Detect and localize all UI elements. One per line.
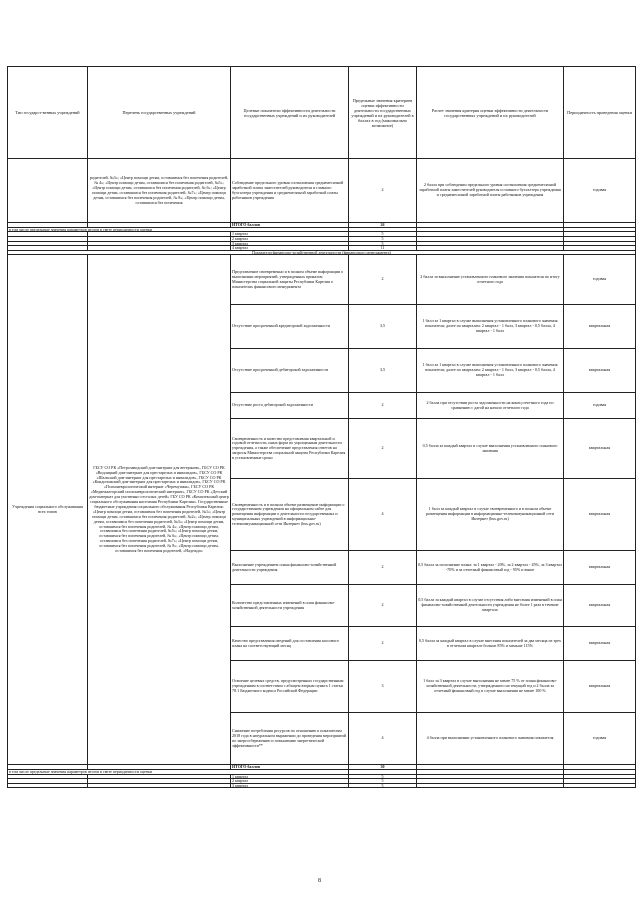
quarter-value: 11 <box>349 246 417 251</box>
indicator-cell: Представление своевременно и в полном объеме информации о выполнении мероприятий, утвержденных приказом Министерства социальной защиты Республики Карелия о показателях финансового менеджмента <box>231 255 349 305</box>
indicator-cell: Количество представленных изменений в план финансово-хозяйственной деятельности учреждения <box>231 585 349 627</box>
period-cell: квартальная <box>564 349 636 393</box>
period-cell: квартальная <box>564 661 636 713</box>
total-label: ИТОГО баллов <box>231 223 349 228</box>
max-cell: 2 <box>349 585 417 627</box>
quarter-label: 3 квартал <box>231 241 349 246</box>
header-row <box>8 67 636 159</box>
max-cell: 2 <box>349 159 417 223</box>
max-cell: 2 <box>349 419 417 479</box>
total-label: ИТОГО баллов <box>231 765 349 770</box>
header-type: Тип государст-венных учреждений <box>8 67 88 159</box>
period-cell: годовая <box>564 713 636 765</box>
period-cell: квартальная <box>564 305 636 349</box>
indicator-cell: Отсутствие просроченной кредиторской задолженности <box>231 305 349 349</box>
quarters-caption: в том числе предельные значения параметров итогов в свете периодичности оценки <box>8 227 349 232</box>
calc-cell: 0,5 балла за каждый квартал в случае отсутствия либо внесения изменений в план финансово-хозяйственной деятельности учреждения не более 1 раза в течение квартала <box>417 585 564 627</box>
calc-cell: 2 балла при отсутствии роста задолженности на конец отчетного года по сравнению с датой на начало отчетного года <box>417 393 564 419</box>
total-value: 26 <box>349 223 417 228</box>
quarter-value: 5 <box>349 779 417 784</box>
header-indicators: Целевые показатели эффективности деятельности государственных учреждений и их руководителей <box>231 67 349 159</box>
calc-cell: 4 балла при выполнении установленного планового значения показателя <box>417 713 564 765</box>
quarter-label: 4 квартал <box>231 246 349 251</box>
quarter-value: 5 <box>349 783 417 788</box>
max-cell: 3 <box>349 661 417 713</box>
period-cell: квартальная <box>564 551 636 585</box>
period-cell: квартальная <box>564 627 636 661</box>
period-cell: годовая <box>564 393 636 419</box>
max-cell: 2 <box>349 393 417 419</box>
quarter-label: 3 квартал <box>231 783 349 788</box>
page-number: 8 <box>318 878 321 884</box>
table-row <box>8 159 636 223</box>
max-cell: 2 <box>349 627 417 661</box>
header-calc: Расчет значения критерия оценки эффективности деятельности государственных учреждений и их руководителей <box>417 67 564 159</box>
quarter-label: 2 квартал <box>231 236 349 241</box>
quarter-label: 1 квартал <box>231 774 349 779</box>
calc-cell: 2 балла за выполнение установленного планового значения показателя по итогу отчетного года <box>417 255 564 305</box>
quarter-value: 5 <box>349 232 417 237</box>
criteria-table <box>7 66 636 788</box>
calc-cell: 0,5 балла за каждый квартал в случае выполнения установленного планового значения <box>417 419 564 479</box>
quarter-label: 2 квартал <box>231 779 349 784</box>
quarters-caption: в том числе предельные значения параметров итогов в свете периодичности оценки <box>8 769 349 774</box>
quarter-value: 5 <box>349 236 417 241</box>
table-row <box>8 255 636 305</box>
max-cell: 4 <box>349 479 417 551</box>
list-cell-top: родителей, №3»; «Центр помощи детям, оставшимся без попечения родителей, № 4»; «Центр помощи детям, оставшимся без попечения родителей, №5»; «Центр помощи детям, оставшимся без попечения родителей, № 6»; «Центр помощи детям, оставшимся без попечения родителей, №7»; «Центр помощи детям, оставшимся без попечения родителей, № 8»; «Центр помощи детям, оставшимся без попечения <box>88 159 231 223</box>
indicator-cell: Своевременность и качество представления квартальной и годовой отчетности, иных форм по упрощенным деятельности учреждения, а также обеспечение представления ответов на запросы Министерства социальной защиты Республики Карелия в установленные сроки <box>231 419 349 479</box>
calc-cell: 1 балл за 3 квартал в случае выполнения не менее 75 % от плана финансово-хозяйственной деятельности, утвержденного на текущий год и 2 балла за отчетный финансовый год в случае выполнения не менее 100 % <box>417 661 564 713</box>
total-value: 30 <box>349 765 417 770</box>
header-list: Перечень государственных учреждений <box>88 67 231 159</box>
indicator-cell: Освоение целевых средств, предусмотренных государственным учреждениям в соответствии с абзацем вторым пункта 1 статьи 78.1 Бюджетного кодекса Российской Федерации <box>231 661 349 713</box>
period-cell: квартальная <box>564 419 636 479</box>
list-cell: ГБСУ СО РК «Петрозаводский дом-интернат для ветеранов», ГБСУ СО РК «Видлицкий дом-интернат для престарелых и инвалидов», ГБСУ СО РК «Шальский дом-интернат для престарелых и инвалидов», ГБСУ СО РК «Кондопожский дом-интернат для престарелых и инвалидов», ГБСУ СО РК «Психоневрологический интернат «Черемушки», ГБСУ СО РК «Медвежьегорский психоневрологический интернат», ГБСУ СО РК «Детский дом-интернат для умственно отсталых детей» ГБУ СО РК «Комплексный центр социального обслуживания населения Республики Карелия». Государственные бюджетные учреждения социального обслуживания Республики Карелия: «Центр помощи детям, оставшимся без попечения родителей, №1»; «Центр помощи детям, оставшимся без попечения родителей, №2»; «Центр помощи детям, оставшимся без попечения родителей, №3»; «Центр помощи детям, оставшимся без попечения родителей, № 4»; «Центр помощи детям, оставшимся без попечения родителей, №5»; «Центр помощи детям, оставшимся без попечения родителей, № 6»; «Центр помощи детям, оставшимся без попечения родителей, №7»; «Центр помощи детям, оставшимся без попечения родителей, № 8»; «Центр помощи детям, оставшимся без попечения родителей, «Надежда» <box>88 255 231 765</box>
quarter-row <box>8 783 636 788</box>
period-cell: квартальная <box>564 585 636 627</box>
calc-cell: 0,5 балла за каждый квартал в случае внесения показателей за два месяца из трех в отчетном квартале больше 85% и меньше 115% <box>417 627 564 661</box>
quarter-label: 1 квартал <box>231 232 349 237</box>
max-cell: 3,5 <box>349 305 417 349</box>
section-title: Показатели финансово-хозяйственной деятельности (финансового менеджмента) <box>8 250 636 255</box>
indicator-cell: Выполнение учреждением плана финансово-хозяйственной деятельности учреждения <box>231 551 349 585</box>
calc-cell: 1 балл за каждый квартал в случае своевременного и в полном объеме размещения информации в информационно-телекоммуникационной сети Интернет (bus.gov.ru) <box>417 479 564 551</box>
max-cell: 2 <box>349 255 417 305</box>
header-period: Периодичность проведения оценки <box>564 67 636 159</box>
max-cell: 3,5 <box>349 349 417 393</box>
calc-cell: 1 балл за 1 квартал в случае выполнения установленного планового значения показателя; далее по кварталам: 2 квартал - 1 балл, 3 квартал - 0,5 балла, 4 квартал - 1 балл <box>417 349 564 393</box>
indicator-cell: Соблюдение предельного уровня соотношения среднемесячной заработной платы заместителей руководителя и главного бухгалтера учреждения и среднемесячной заработной платы работников учреждения <box>231 159 349 223</box>
type-cell: Учреждения социального обслуживания всех типов <box>8 255 88 765</box>
indicator-cell: Отсутствие роста дебиторской задолженности <box>231 393 349 419</box>
period-cell: квартальная <box>564 479 636 551</box>
max-cell: 2 <box>349 551 417 585</box>
period-cell: годовая <box>564 159 636 223</box>
indicator-cell: Отсутствие просроченной дебиторской задолженности <box>231 349 349 393</box>
indicator-cell: Своевременность и в полном объеме размещение информации о государственном учреждении на официальном сайте для размещения информации о деятельности государственных и муниципальных учреждений в информационно-телекоммуникационной сети Интернет (bus.gov.ru) <box>231 479 349 551</box>
quarter-value: 5 <box>349 774 417 779</box>
calc-cell: 0,5 балла за исполнение плана: за 1 квартал - 20%, за 2 квартал - 45%, за 3 квартал -70% и за отчетный финансовый год - 95% и выше <box>417 551 564 585</box>
max-cell: 4 <box>349 713 417 765</box>
indicator-cell: Качество представления сведений для составления кассового плана на соответствующий месяц <box>231 627 349 661</box>
quarter-value: 5 <box>349 241 417 246</box>
period-cell: годовая <box>564 255 636 305</box>
calc-cell: 1 балл за 1 квартал в случае выполнения установленного планового значения показателя; далее по кварталам: 2 квартал - 1 балл, 3 квартал - 0,5 балла, 4 квартал - 1 балл <box>417 305 564 349</box>
indicator-cell: Снижение потребления ресурсов по отношению к показателям 2018 года в натуральном выражении до проведения мероприятий по энергосбережению и повышению энергетической эффективности** <box>231 713 349 765</box>
header-max: Предельные значения критериев оценки эффективности деятельности государственных учреждений и их руководителей в баллах в год (максимально возможное) <box>349 67 417 159</box>
calc-cell: 2 балла при соблюдении предельного уровня соотношения среднемесячной заработной платы заместителей руководителя и главного бухгалтера учреждения и среднемесячной заработной платы работников учреждения <box>417 159 564 223</box>
